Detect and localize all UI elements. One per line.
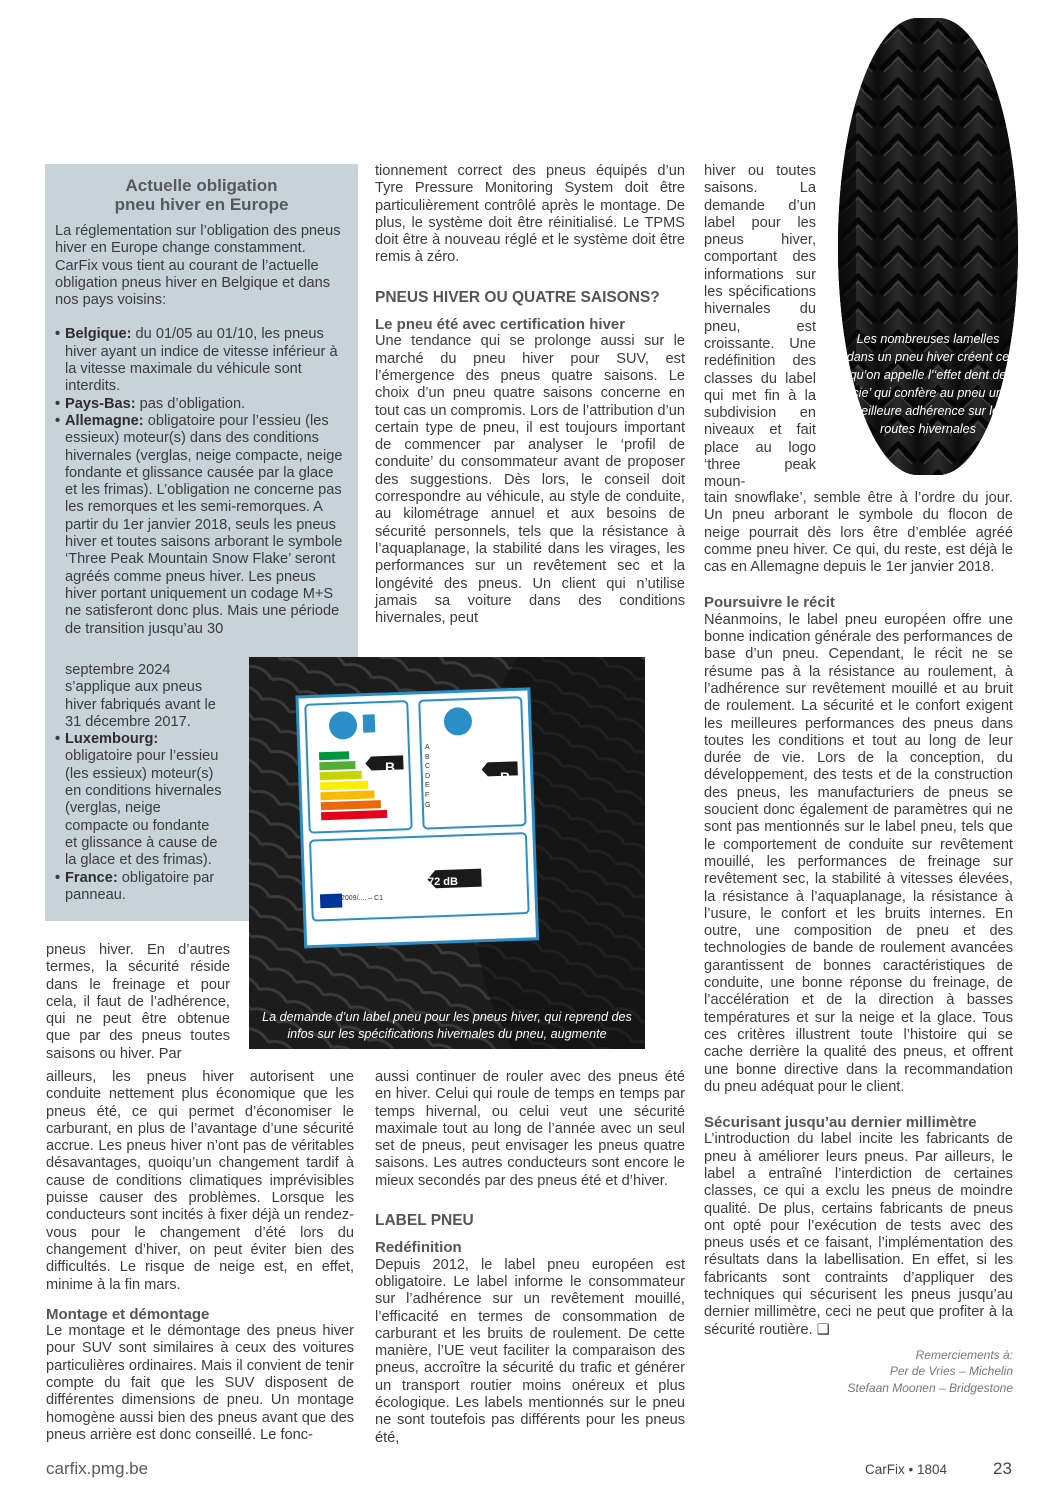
paragraph: aussi continuer de rouler avec des pneus été en hiver. Celui qui roule de temps en temps par temps hivernal, ou celui veut une sécurité maximale tout au long de l’année avec un seul set de pneus, peut envisager les pneus quatre saisons. Les autres conducteurs sont encore le mieux secondés par des pneus été et d’hiver. bbox=[375, 1069, 685, 1189]
class-letter: B bbox=[425, 753, 430, 761]
country-name: Pays-Bas: bbox=[65, 395, 136, 412]
list-item bbox=[55, 326, 345, 395]
sidebar-body bbox=[55, 223, 345, 638]
class-letter: C bbox=[425, 763, 431, 771]
country-name: Allemagne: bbox=[65, 412, 144, 429]
paragraph: Le montage et le démontage des pneus hiver pour SUV sont similaires à ceux des voitures particulières ordinaires. Mais il convient de tenir compte du fait que les SUV disposent de différentes dimensions de pneu. Un montage homogène aussi bien des pneus avant que des pneus arrière est donc conseillé. Le fonc- bbox=[46, 1323, 354, 1443]
class-letter: A bbox=[425, 744, 430, 751]
subheading-last-millimetre: Sécurisant jusqu’au dernier millimètre bbox=[704, 1114, 977, 1132]
noise-badge: 72 dB bbox=[428, 876, 458, 888]
country-name: Belgique: bbox=[65, 326, 132, 343]
section-heading-label: LABEL PNEU bbox=[375, 1212, 474, 1230]
col2-body-lower bbox=[375, 1069, 685, 1447]
class-letter: G bbox=[425, 801, 431, 809]
eu-tire-label-photo bbox=[249, 657, 645, 1049]
col3-body bbox=[704, 490, 1013, 1396]
class-letter: F bbox=[425, 791, 430, 799]
paragraph: L’introduction du label incite les fabricants de pneu à améliorer leurs pneus. Par ailleurs, le label a entraîné l’interdiction de certaines classes, ce qui a exclu les pneus de moindre qualité. De plus, certains fabricants de pneus ont opté pour l’exécution de tests avec des pneus usés et ce faisant, l’implémentation des résultats dans la labellisation. En effet, si les fabricants sont contraints d’appliquer des techniques qui sécurisent les pneus jusqu’au dernier millimètre, ceci ne peut que profiter à la sécurité routière. ❑ bbox=[704, 1131, 1013, 1338]
paragraph: Depuis 2012, le label pneu européen est obligatoire. Le label informe le consommateur sur l’adhérence sur un revêtement mouillé, l’efficacité en termes de consommation de carburant et les bruits de roulement. De cette manière, l’UE veut faciliter la comparaison des pneus, accroître la sécurité du trafic et générer un transport routier moins onéreux et plus écologique. Les labels mentionnés sur le pneu ne sont toutefois pas différents pour les pneus été, bbox=[375, 1256, 685, 1446]
paragraph: Une tendance qui se prolonge aussi sur le marché du pneu hiver pour SUV, est l’émergence des pneus quatre saisons. Le choix d’un pneu quatre saisons concerne en tout cas un compromis. Lors de l’attribution d’un certain type de pneu, il est toujours important de commencer par analyser le ‘profil de conduite’ du consommateur avant de proposer des suggestions. Dès lors, le conseil doit correspondre au véhicule, au style de conduite, au kilométrage annuel et aux besoins de sécurité personnels, tels que la résistance à l’aquaplanage, la stabilité dans les virages, les performances sur un revêtement sec et la longévité des pneus. Un client qui n’utilise jamais sa voiture dans des conditions hivernales, peut bbox=[375, 333, 685, 627]
section-heading-four-seasons: PNEUS HIVER OU QUATRE SAISONS? bbox=[375, 288, 660, 306]
col2-body bbox=[375, 163, 685, 627]
footer-magazine: CarFix • 1804 bbox=[865, 1462, 948, 1477]
col1-body bbox=[46, 1069, 354, 1444]
subheading-montage: Montage et démontage bbox=[46, 1305, 210, 1323]
wet-grade-badge: B bbox=[500, 769, 511, 785]
col3-wrap-text bbox=[704, 163, 816, 492]
page-number: 23 bbox=[993, 1459, 1012, 1478]
col1-wrap-text bbox=[46, 942, 230, 1063]
label-photo-caption: La demande d’un label pneu pour les pneus hiver, qui reprend des infos sur les spécifications hivernales du pneu, augmente bbox=[262, 1010, 632, 1041]
country-list bbox=[55, 326, 345, 637]
credits bbox=[704, 1347, 1013, 1397]
paragraph: pneus hiver. En d’autres termes, la sécurité réside dans le freinage et pour cela, il faut de l’adhérence, qui ne peut être obtenue que par des pneus toutes saisons ou hiver. Par bbox=[46, 942, 230, 1062]
country-rule: obligatoire pour l’essieu (les essieux) moteur(s) en conditions hivernales (verglas, neige compacte ou fondante et glissance à cause de la glace et des frimas). bbox=[65, 748, 222, 869]
list-item bbox=[55, 731, 225, 869]
country-rule: pas d’obligation. bbox=[135, 395, 246, 412]
paragraph: ailleurs, les pneus hiver autorisent une conduite nettement plus économique que les pneus été, ce qui permet d’économiser le carburant, en plus de l’avantage d’une sécurité accrue. Les pneus hiver n’ont pas de véritables désavantages, quoiqu’un changement tardif à cause de conditions climatiques imprévisibles puisse causer des problèmes. Lorsque les conducteurs sont incités à fixer déjà un rendez-vous pour le changement d’été lors du changement d’hiver, on peut éviter bien des difficultés. Le risque de neige est, en effet, minime à la fin mars. bbox=[46, 1069, 354, 1293]
list-item bbox=[55, 396, 345, 413]
paragraph: tain snowflake’, semble être à l’ordre du jour. Un pneu arborant le symbole du flocon de neige pourrait dès lors être d’emblée agréé comme pneu hiver. Ce qui, du reste, est déjà le cas en Allemagne depuis le 1er janvier 2018. bbox=[704, 490, 1013, 576]
sidebar-title-line1: Actuelle obligation bbox=[125, 176, 278, 195]
country-rule: obligatoire par panneau. bbox=[65, 869, 215, 903]
country-rule-continued: septembre 2024 s’applique aux pneus hiver fabriqués avant le 31 décembre 2017. bbox=[65, 662, 216, 730]
eu-label bbox=[297, 689, 538, 947]
subheading-recit: Poursuivre le récit bbox=[704, 594, 835, 612]
country-rule: du 01/05 au 01/10, les pneus hiver ayant un indice de vitesse inférieur à la vitesse maximale du véhicule sont interdits. bbox=[65, 326, 338, 395]
credits-title: Remerciements à: bbox=[915, 1347, 1013, 1362]
class-letter: D bbox=[425, 772, 431, 780]
credit-line: Per de Vries – Michelin bbox=[889, 1364, 1013, 1379]
class-letter: E bbox=[425, 782, 430, 790]
paragraph: Néanmoins, le label pneu européen offre une bonne indication générale des performances de base d’un pneu. Cependant, le récit ne se résume pas à la résistance au roulement, à l’adhérence sur revêtement mouillé et au bruit de roulement. La sécurité et le confort exigent les meilleures performances des pneus dans toutes les conditions et tout au long de leur durée de vie. Lors de la conception, du développement, des tests et de la construction des pneus, les manufacturiers de pneus se soucient donc également de paramètres qui ne sont pas mentionnés sur le label pneu, tels que le comportement de conduite sur revêtement mouillé, les performances de freinage sur revêtement sec, la stabilité à vitesses élevées, la résistance à l’aquaplanage, la résistance à l’usure, le confort et les bruits internes. En outre, une composition de pneu et des technologies de bande de roulement avancées garantissent de bonnes caractéristiques de conduite, une bonne réponse du freinage, de l’accélération et de la direction à basses températures et sur la neige et la glace. Tous ces critères illustrent toute l’histoire qui se cache derrière la qualité des pneus, et offrent une bonne directive dans la recommandation du pneu adéquat pour le client. bbox=[704, 611, 1013, 1095]
label-code: 2009/.... – C1 bbox=[341, 895, 384, 902]
sidebar-title-line2: pneu hiver en Europe bbox=[114, 195, 289, 214]
list-item bbox=[55, 413, 345, 638]
sidebar-narrow-part bbox=[65, 662, 225, 904]
subheading-redefinition: Redéfinition bbox=[375, 1239, 462, 1257]
sidebar-intro: La réglementation sur l’obligation des pneus hiver en Europe change constamment. CarFix vous tient au courant de l’actuelle obligation pneus hiver en Belgique et dans nos pays voisins: bbox=[55, 223, 341, 309]
country-list-continued bbox=[55, 731, 225, 904]
tire-label-image bbox=[249, 657, 645, 1049]
country-rule: obligatoire pour l’essieu (les essieux) moteur(s) dans des conditions hivernales (verglas, neige compacte, neige fondante et glissance causée par la glace et les frimas). L’obligation ne concerne pas les remorques et les semi-remorques. A partir du 1er janvier 2018, seuls les pneus hiver et toutes saisons arborant le symbole ‘Three Peak Mountain Snow Flake’ seront agréés comme pneus hiver. Les pneus hiver portant uniquement un codage M+S ne satisferont donc plus. Mais une période de transition jusqu’au 30 bbox=[65, 412, 343, 637]
sidebar-title bbox=[45, 176, 358, 214]
subheading-summer-tire: Le pneu été avec certification hiver bbox=[375, 316, 626, 334]
paragraph: tionnement correct des pneus équipés d’un Tyre Pressure Monitoring System doit être particulièrement contrôlé après le montage. De plus, le système doit être réinitialisé. Le TPMS doit être à nouveau réglé et le système doit être remis à zéro. bbox=[375, 163, 685, 266]
paragraph: hiver ou toutes saisons. La demande d’un label pour les pneus hiver, comportant des informations sur les spécifications hivernales du pneu, est croissante. Une redéfinition des classes du label qui met fin à la subdivision en niveaux et fait place au logo ‘three peak moun- bbox=[704, 163, 816, 491]
country-name: Luxembourg: bbox=[65, 731, 159, 748]
list-item bbox=[55, 870, 225, 905]
country-name: France: bbox=[65, 869, 118, 886]
fuel-grade-badge: B bbox=[385, 759, 396, 775]
wet-class-letters bbox=[425, 743, 433, 810]
footer-url[interactable]: carfix.pmg.be bbox=[46, 1459, 149, 1478]
credit-line: Stefaan Moonen – Bridgestone bbox=[847, 1380, 1013, 1395]
tire-photo-caption: Les nombreuses lamelles dans un pneu hiver créent ce qu’on appelle l’‘effet dent de scie’ qui confère au pneu une meilleure adhérence sur les routes hivernales bbox=[846, 332, 1010, 436]
